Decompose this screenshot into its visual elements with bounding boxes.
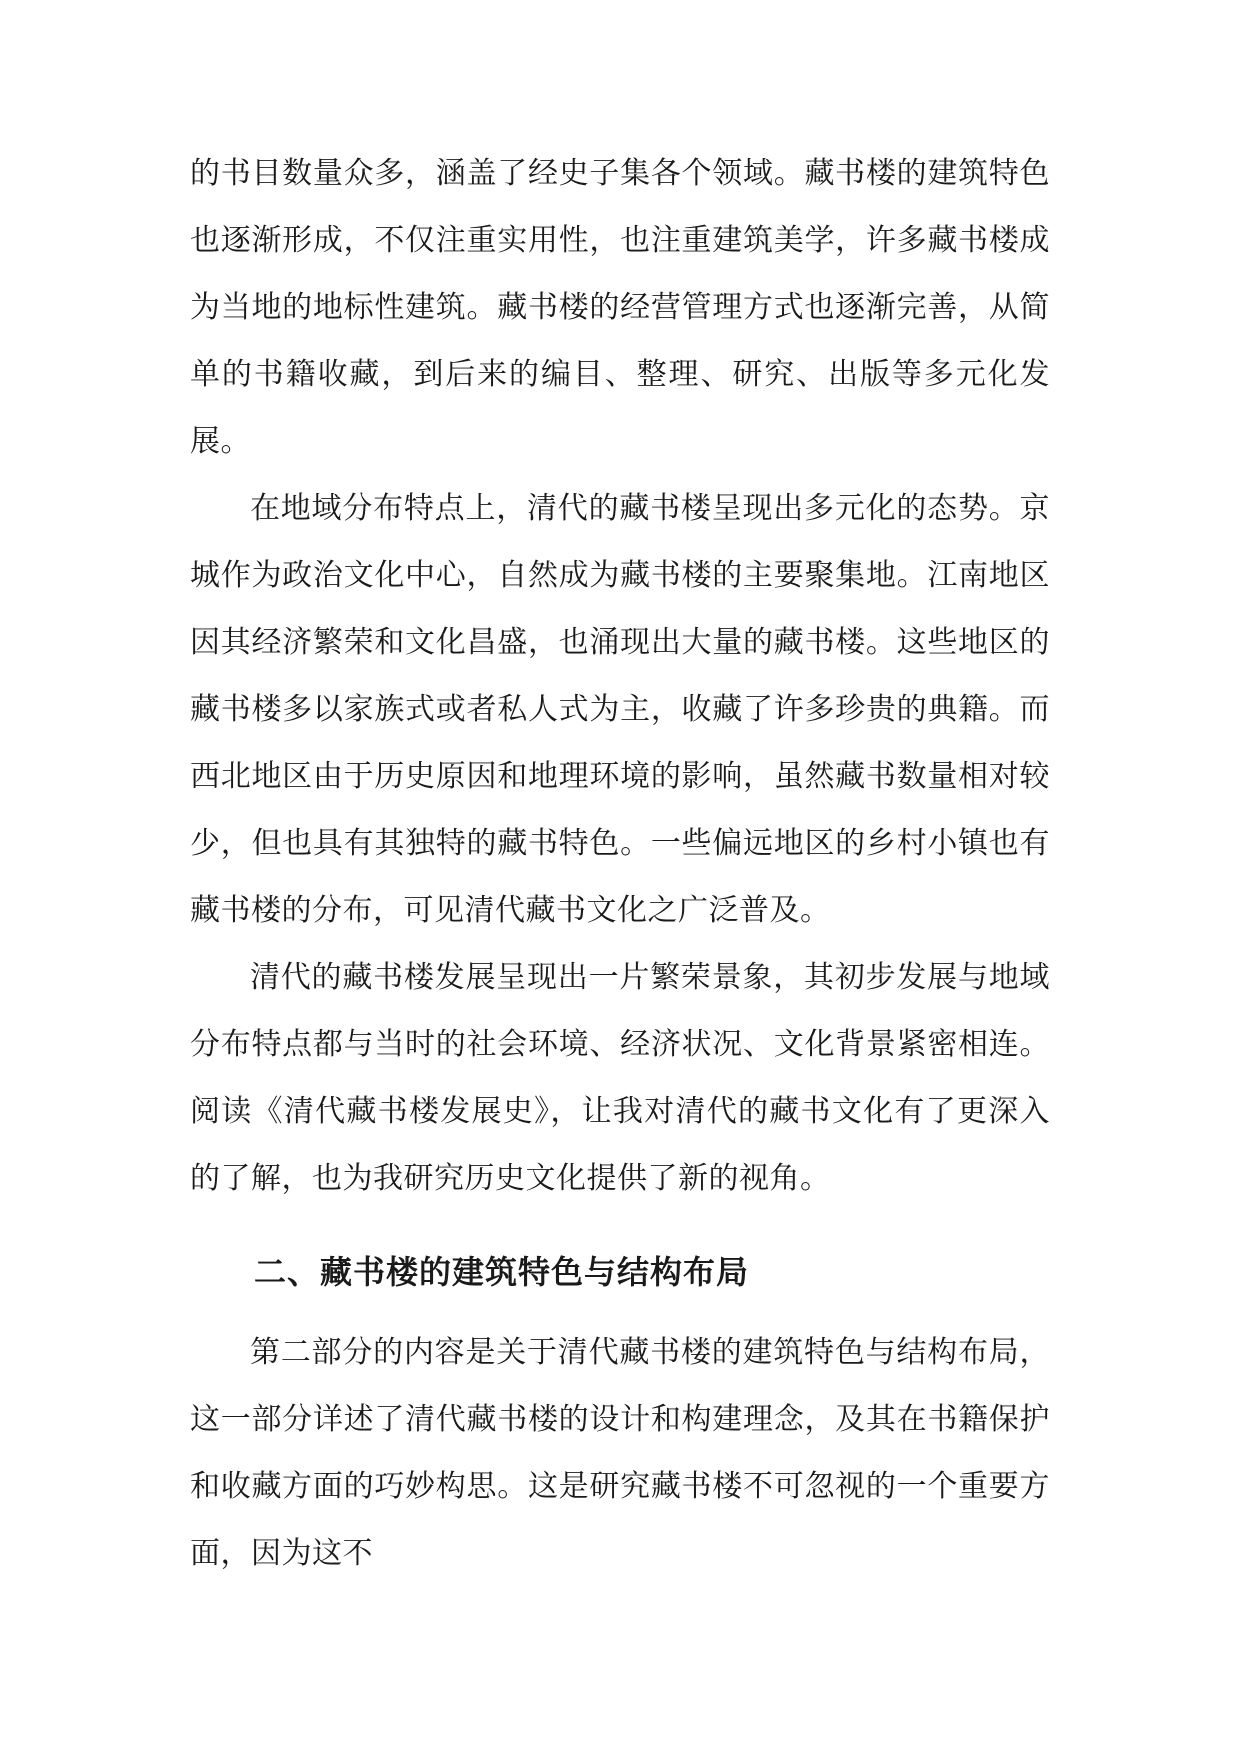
paragraph-1: 的书目数量众多，涵盖了经史子集各个领域。藏书楼的建筑特色也逐渐形成，不仅注重实用性，也注重建筑美学，许多藏书楼成为当地的地标性建筑。藏书楼的经营管理方式也逐渐完善，从简单的书籍收藏，到后来的编目、整理、研究、出版等多元化发展。	[190, 156, 1050, 459]
section-heading: 二、藏书楼的建筑特色与结构布局	[254, 1253, 750, 1291]
paragraph-4: 第二部分的内容是关于清代藏书楼的建筑特色与结构布局，这一部分详述了清代藏书楼的设计和构建理念，及其在书籍保护和收藏方面的巧妙构思。这是研究藏书楼不可忽视的一个重要方面，因为这不	[190, 1335, 1050, 1571]
document-body	[190, 140, 1050, 1587]
paragraph-3: 清代的藏书楼发展呈现出一片繁荣景象，其初步发展与地域分布特点都与当时的社会环境、经济状况、文化背景紧密相连。阅读《清代藏书楼发展史》，让我对清代的藏书文化有了更深入的了解，也为我研究历史文化提供了新的视角。	[190, 960, 1050, 1196]
paragraph-2: 在地域分布特点上，清代的藏书楼呈现出多元化的态势。京城作为政治文化中心，自然成为藏书楼的主要聚集地。江南地区因其经济繁荣和文化昌盛，也涌现出大量的藏书楼。这些地区的藏书楼多以家族式或者私人式为主，收藏了许多珍贵的典籍。而西北地区由于历史原因和地理环境的影响，虽然藏书数量相对较少，但也具有其独特的藏书特色。一些偏远地区的乡村小镇也有藏书楼的分布，可见清代藏书文化之广泛普及。	[190, 491, 1050, 928]
